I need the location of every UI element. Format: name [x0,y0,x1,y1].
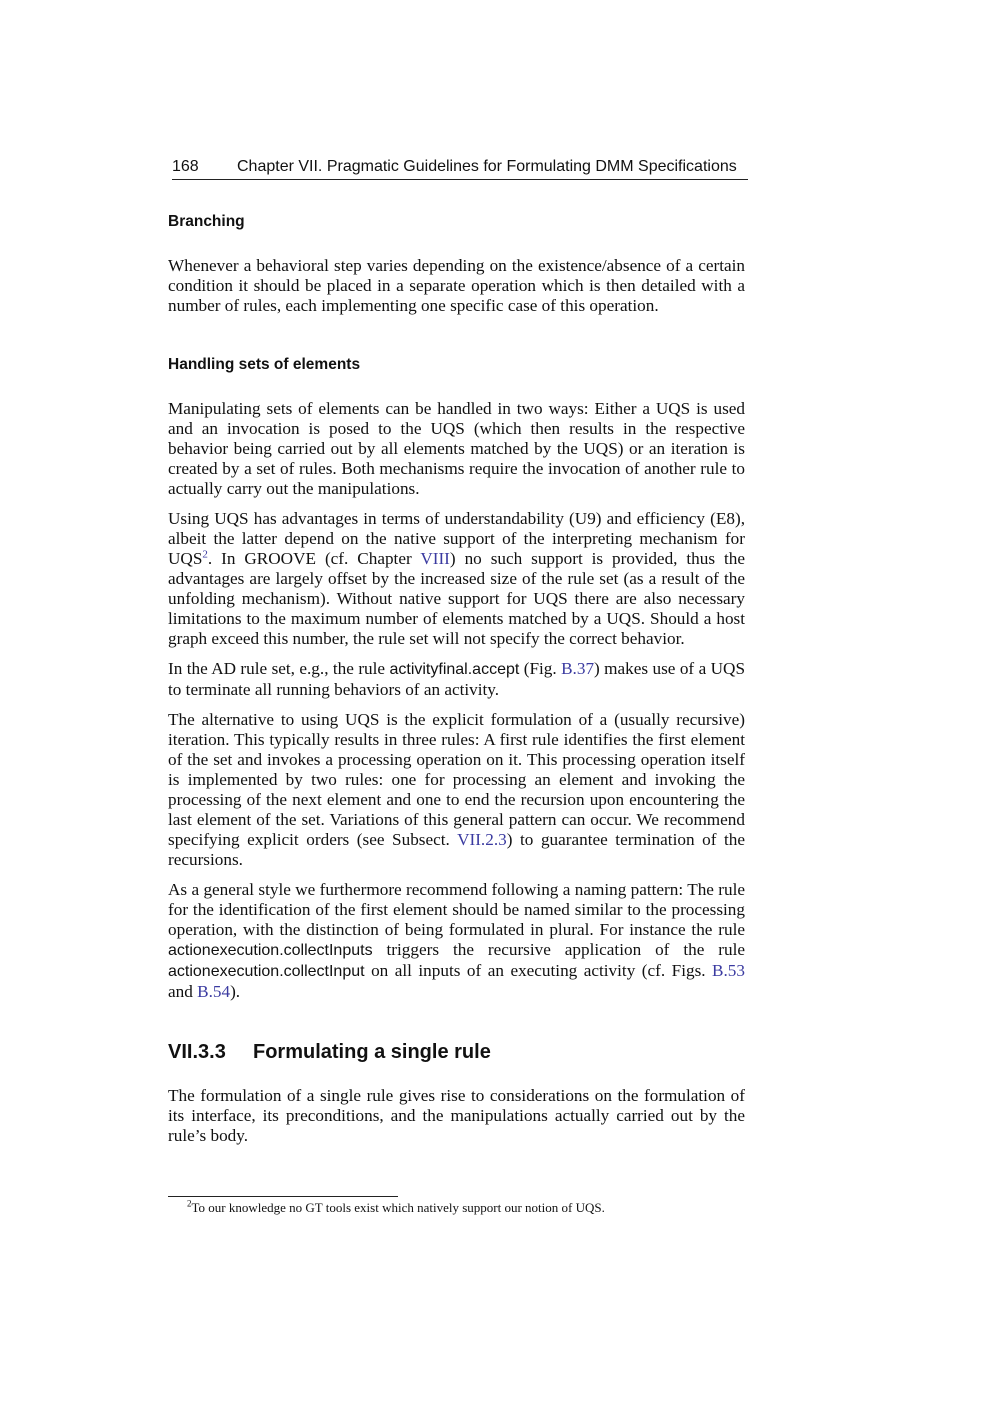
rule-name: activityfinal.accept [389,661,520,678]
text-span: (Fig. [519,659,562,678]
text-span: As a general style we furthermore recommend following a naming pattern: The rule for the identification of the first element should be named similar to the processing operation, with the distinction of being formulated in plural. For instance the rule [168,880,745,939]
paragraph-handling-sets-5 [168,880,745,1002]
subsection-link[interactable]: VII.2.3 [457,830,507,849]
text-span: on all inputs of an executing activity (cf. Figs. [364,961,713,980]
body-column [168,212,745,1146]
footnote-mark[interactable]: 2 [202,548,208,561]
figure-link[interactable]: B.37 [561,659,595,678]
text-span: Using UQS has advantages in terms of understandability (U9) and efficiency (E8), albeit the latter depend on the native support of the interpreting mechanism for UQS [168,509,745,568]
text-span: triggers the recursive application of the rule [372,940,745,959]
text-span: ). [230,982,241,1001]
text-span: . In GROOVE (cf. Chapter [207,549,421,568]
page-number: 168 [172,158,199,175]
footnote-number: 2 [187,1198,192,1209]
section-title: Formulating a single rule [253,1041,491,1063]
text-span: In the AD rule set, e.g., the rule [168,659,390,678]
subsection-heading-branching: Branching [168,213,245,230]
figure-link[interactable]: B.53 [712,961,745,980]
text-span: ) no such support is provided, thus the advantages are largely offset by the increased size of the rule set (as a result of the unfolding mechanism). Without native support for UQS there are also necessary limitations to the maximum number of elements matched by a UQS. Should a host graph exceed this number, the rule set will not specify the correct behavior. [168,549,745,648]
text-span: and [168,982,198,1001]
section-number: VII.3.3 [168,1041,226,1063]
chapter-title: Chapter VII. Pragmatic Guidelines for Formulating DMM Specifications [237,158,737,175]
paragraph-handling-sets-4 [168,710,745,870]
rule-name: actionexecution.collectInput [168,963,365,980]
paragraph-handling-sets-3 [168,659,745,700]
text-span: The alternative to using UQS is the explicit formulation of a (usually recursive) iteration. This typically results in three rules: A first rule identifies the first element of the set and invokes a processing operation on it. This processing operation itself is implemented by two rules: one for processing an element and invoking the processing of the next element and one to end the recursion upon encountering the last element of the set. Variations of this general pattern can occur. We recommend specifying explicit orders (see Subsect. [168,710,745,849]
footnote-text: To our knowledge no GT tools exist which natively support our notion of UQS. [191,1200,605,1215]
paragraph-single-rule: The formulation of a single rule gives rise to considerations on the formulation of its interface, its preconditions, and the manipulations actually carried out by the rule’s body. [168,1086,745,1145]
section-heading [168,1040,745,1064]
text-span: ) makes use of a UQS to terminate all running behaviors of an activity. [168,659,745,699]
paragraph-branching: Whenever a behavioral step varies depending on the existence/absence of a certain condition it should be placed in a separate operation which is then detailed with a number of rules, each implementing one specific case of this operation. [168,256,745,315]
footnote-divider [168,1196,398,1197]
paragraph-handling-sets-1: Manipulating sets of elements can be handled in two ways: Either a UQS is used and an invocation is posed to the UQS (which then results in the respective behavior being carried out by all elements matched by the UQS) or an iteration is created by a set of rules. Both mechanisms require the invocation of another rule to actually carry out the manipulations. [168,399,745,498]
figure-link[interactable]: B.54 [197,982,231,1001]
subsection-heading-handling-sets: Handling sets of elements [168,356,361,373]
running-header [172,157,748,180]
footnote [187,1200,747,1216]
rule-name: actionexecution.collectInputs [168,942,373,959]
paragraph-handling-sets-2 [168,509,745,649]
chapter-link[interactable]: VIII [420,549,450,568]
text-span: ) to guarantee termination of the recursions. [168,830,745,869]
